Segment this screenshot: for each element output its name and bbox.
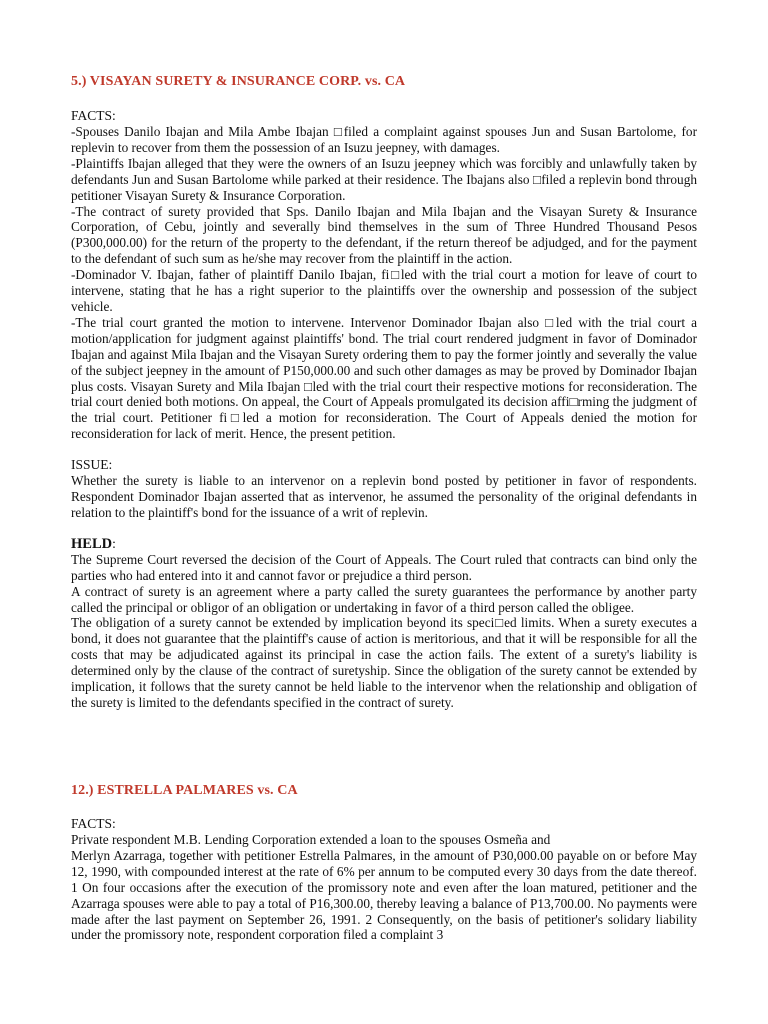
case-1-fact-1: -Spouses Danilo Ibajan and Mila Ambe Ibajan □filed a complaint against spouses Jun and Susan Bartolome, for replevin to recover from them the possession of an Isuzu jeepney, with damages. [71, 124, 697, 155]
case-1-fact-5: -The trial court granted the motion to intervene. Intervenor Dominador Ibajan also □led with the trial court a motion/application for judgment against plaintiffs' bond. The trial court rendered judgment in favor of Dominador Ibajan and against Mila Ibajan and the Visayan Surety ordering them to pay the former jointly and severally the value of the subject jeepney in the amount of P150,000.00 and such other damages as may be proved by Dominador Ibajan plus costs. Visayan Surety and Mila Ibajan □led with the trial court their respective motions for reconsideration. The trial court denied both motions. On appeal, the Court of Appeals promulgated its decision affi□rming the judgment of the trial court. Petitioner fi□led a motion for reconsideration. The Court of Appeals denied the motion for reconsideration for lack of merit. Hence, the present petition. [71, 314, 697, 442]
case-2-title-block [71, 783, 697, 799]
case-1-held-1: The Supreme Court reversed the decision of the Court of Appeals. The Court ruled that contracts can bind only the parties who had entered into it and cannot favor or prejudice a third person. [71, 551, 697, 583]
case-1-held-label: HELD [71, 535, 113, 552]
case-1-held-colon: : [112, 535, 116, 551]
case-1-issue-text: Whether the surety is liable to an intervenor on a replevin bond posted by petitioner in favor of respondents. Respondent Dominador Ibajan asserted that as intervenor, he assumed the personality of the original defendants in relation to the plaintiff's bond for the issuance of a writ of replevin. [71, 473, 697, 520]
case-2-fact-line-1: Private respondent M.B. Lending Corporation extended a loan to the spouses Osmeña and [71, 832, 551, 847]
case-1-fact-2: -Plaintiffs Ibajan alleged that they were the owners of an Isuzu jeepney which was forcibly and unlawfully taken by defendants Jun and Susan Bartolome while parked at their residence. The Ibajans also □filed a replevin bond through petitioner Visayan Surety & Insurance Corporation. [71, 155, 697, 203]
case-1-held-2: A contract of surety is an agreement where a party called the surety guarantees the performance by another party called the principal or obligor of an obligation or undertaking in favor of a third person called the obligee. [71, 583, 697, 615]
case-1-held-3: The obligation of a surety cannot be extended by implication beyond its speci□ed limits. When a surety executes a bond, it does not guarantee that the plaintiff's cause of action is meritorious, and that it will be responsible for all the costs that may be adjudicated against its principal in case the action fails. The extent of a surety's liability is determined only by the clause of the contract of suretyship. Since the obligation of the surety cannot be extended by implication, it follows that the surety cannot be held liable to the intervenor when the relationship and obligation of the surety is limited to the defendants specified in the contract of surety. [71, 615, 697, 710]
case-1-body [71, 108, 697, 711]
case-2-facts-label: FACTS: [71, 816, 116, 831]
case-1-title-block [71, 74, 697, 90]
case-2-title: 12.) ESTRELLA PALMARES vs. CA [71, 783, 298, 798]
case-1-title: 5.) VISAYAN SURETY & INSURANCE CORP. vs. CA [71, 74, 406, 89]
case-1-issue-label: ISSUE: [71, 457, 113, 473]
case-1-facts-label: FACTS: [71, 108, 116, 123]
case-2-body [71, 816, 697, 943]
case-1-fact-4: -Dominador V. Ibajan, father of plaintiff Danilo Ibajan, fi□led with the trial court a motion for leave of court to intervene, stating that he has a right superior to the plaintiffs over the ownership and possession of the subject vehicle. [71, 267, 697, 314]
case-2-fact-line-2: Merlyn Azarraga, together with petitioner Estrella Palmares, in the amount of P30,000.00 payable on or before May 12, 1990, with compounded interest at the rate of 6% per annum to be computed every 30 days from the date thereof. 1 On four occasions after the execution of the promissory note and even after the loan matured, petitioner and the Azarraga spouses were able to pay a total of P16,300.00, thereby leaving a balance of P13,700.00. No payments were made after the last payment on September 26, 1991. 2 Consequently, on the basis of petitioner's solidary liability under the promissory note, respondent corporation filed a complaint 3 [71, 847, 697, 943]
case-1-fact-3: -The contract of surety provided that Sps. Danilo Ibajan and Mila Ibajan and the Visayan Surety & Insurance Corporation, of Cebu, jointly and severally bind themselves in the sum of Three Hundred Thousand Pesos (P300,000.00) for the return of the property to the defendant, if the return thereof be adjudged, and for the payment to the defendant of such sum as he/she may recover from the plaintiff in the action. [71, 203, 697, 267]
